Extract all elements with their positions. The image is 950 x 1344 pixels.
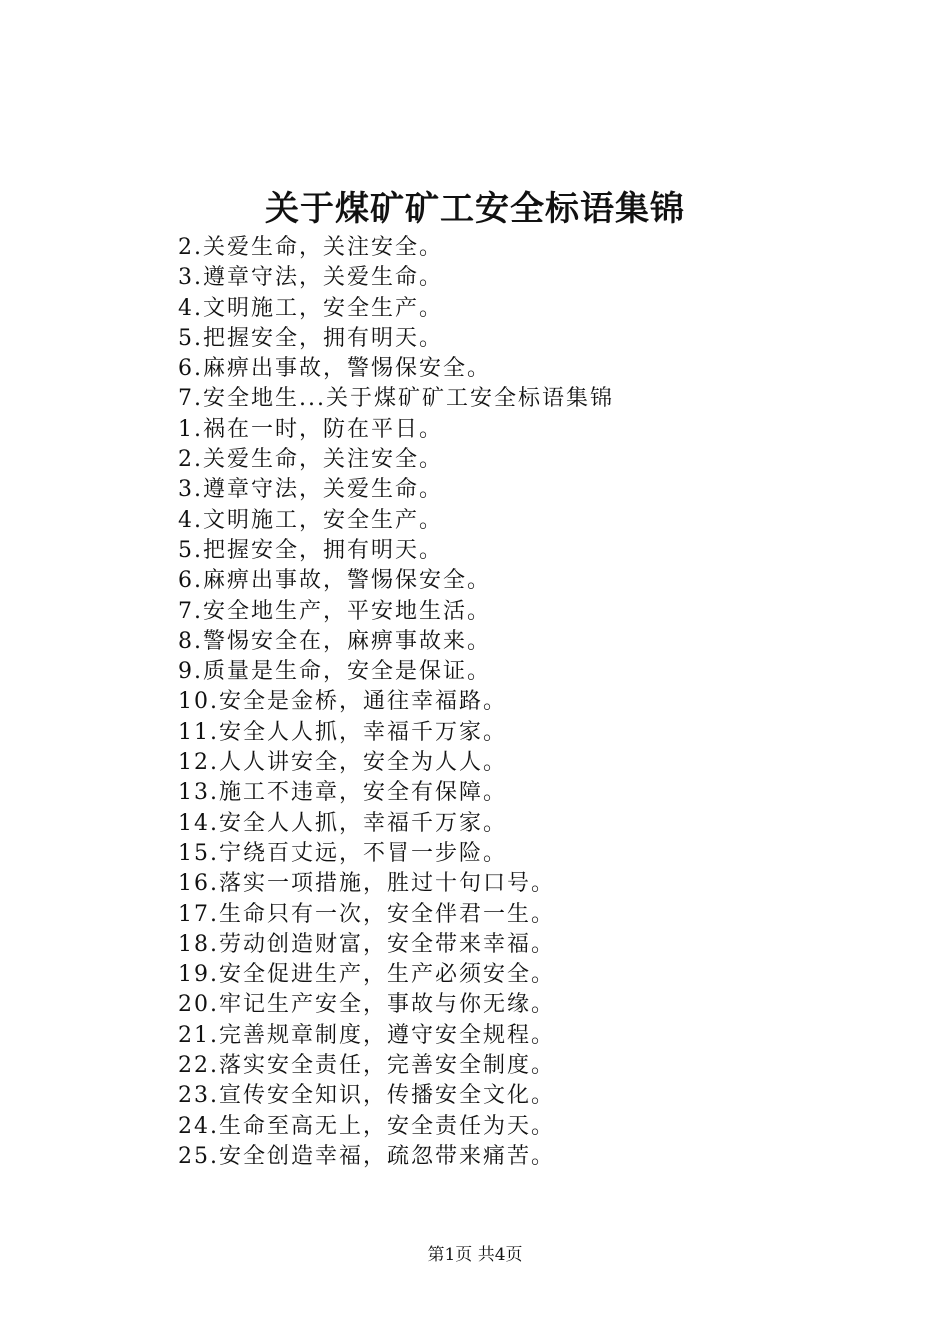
slogan-line: 6.麻痹出事故，警惕保安全。 bbox=[178, 568, 491, 594]
slogan-list bbox=[178, 233, 818, 1172]
slogan-line: 23.宣传安全知识，传播安全文化。 bbox=[178, 1083, 555, 1109]
slogan-line: 1.祸在一时，防在平日。 bbox=[178, 416, 443, 442]
document-title: 关于煤矿矿工安全标语集锦 bbox=[265, 189, 685, 229]
slogan-line: 16.落实一项措施，胜过十句口号。 bbox=[178, 871, 555, 897]
slogan-line: 9.质量是生命，安全是保证。 bbox=[178, 659, 491, 685]
slogan-line: 15.宁绕百丈远，不冒一步险。 bbox=[178, 840, 507, 866]
slogan-line: 2.关爱生命，关注安全。 bbox=[178, 447, 443, 473]
slogan-line: 24.生命至高无上，安全责任为天。 bbox=[178, 1113, 555, 1139]
slogan-line: 25.安全创造幸福，疏忽带来痛苦。 bbox=[178, 1143, 555, 1169]
slogan-line: 3.遵章守法，关爱生命。 bbox=[178, 265, 443, 291]
slogan-line: 17.生命只有一次，安全伴君一生。 bbox=[178, 901, 555, 927]
slogan-line: 7.安全地生...关于煤矿矿工安全标语集锦 bbox=[178, 386, 614, 412]
slogan-line: 12.人人讲安全，安全为人人。 bbox=[178, 750, 507, 776]
slogan-line: 19.安全促进生产，生产必须安全。 bbox=[178, 962, 555, 988]
slogan-line: 7.安全地生产，平安地生活。 bbox=[178, 598, 491, 624]
slogan-line: 5.把握安全，拥有明天。 bbox=[178, 537, 443, 563]
slogan-line: 6.麻痹出事故，警惕保安全。 bbox=[178, 356, 491, 382]
slogan-line: 22.落实安全责任，完善安全制度。 bbox=[178, 1053, 555, 1079]
slogan-line: 20.牢记生产安全，事故与你无缘。 bbox=[178, 992, 555, 1018]
slogan-line: 5.把握安全，拥有明天。 bbox=[178, 325, 443, 351]
slogan-line: 8.警惕安全在，麻痹事故来。 bbox=[178, 628, 491, 654]
page-footer: 第1页 共4页 bbox=[427, 1245, 523, 1265]
slogan-line: 21.完善规章制度，遵守安全规程。 bbox=[178, 1022, 555, 1048]
slogan-line: 18.劳动创造财富，安全带来幸福。 bbox=[178, 931, 555, 957]
slogan-line: 4.文明施工，安全生产。 bbox=[178, 507, 443, 533]
slogan-line: 13.施工不违章，安全有保障。 bbox=[178, 780, 507, 806]
slogan-line: 4.文明施工，安全生产。 bbox=[178, 295, 443, 321]
slogan-line: 10.安全是金桥，通往幸福路。 bbox=[178, 689, 507, 715]
slogan-line: 2.关爱生命，关注安全。 bbox=[178, 235, 443, 260]
slogan-line: 3.遵章守法，关爱生命。 bbox=[178, 477, 443, 503]
slogan-line: 14.安全人人抓，幸福千万家。 bbox=[178, 810, 507, 836]
slogan-line: 11.安全人人抓，幸福千万家。 bbox=[178, 719, 507, 745]
